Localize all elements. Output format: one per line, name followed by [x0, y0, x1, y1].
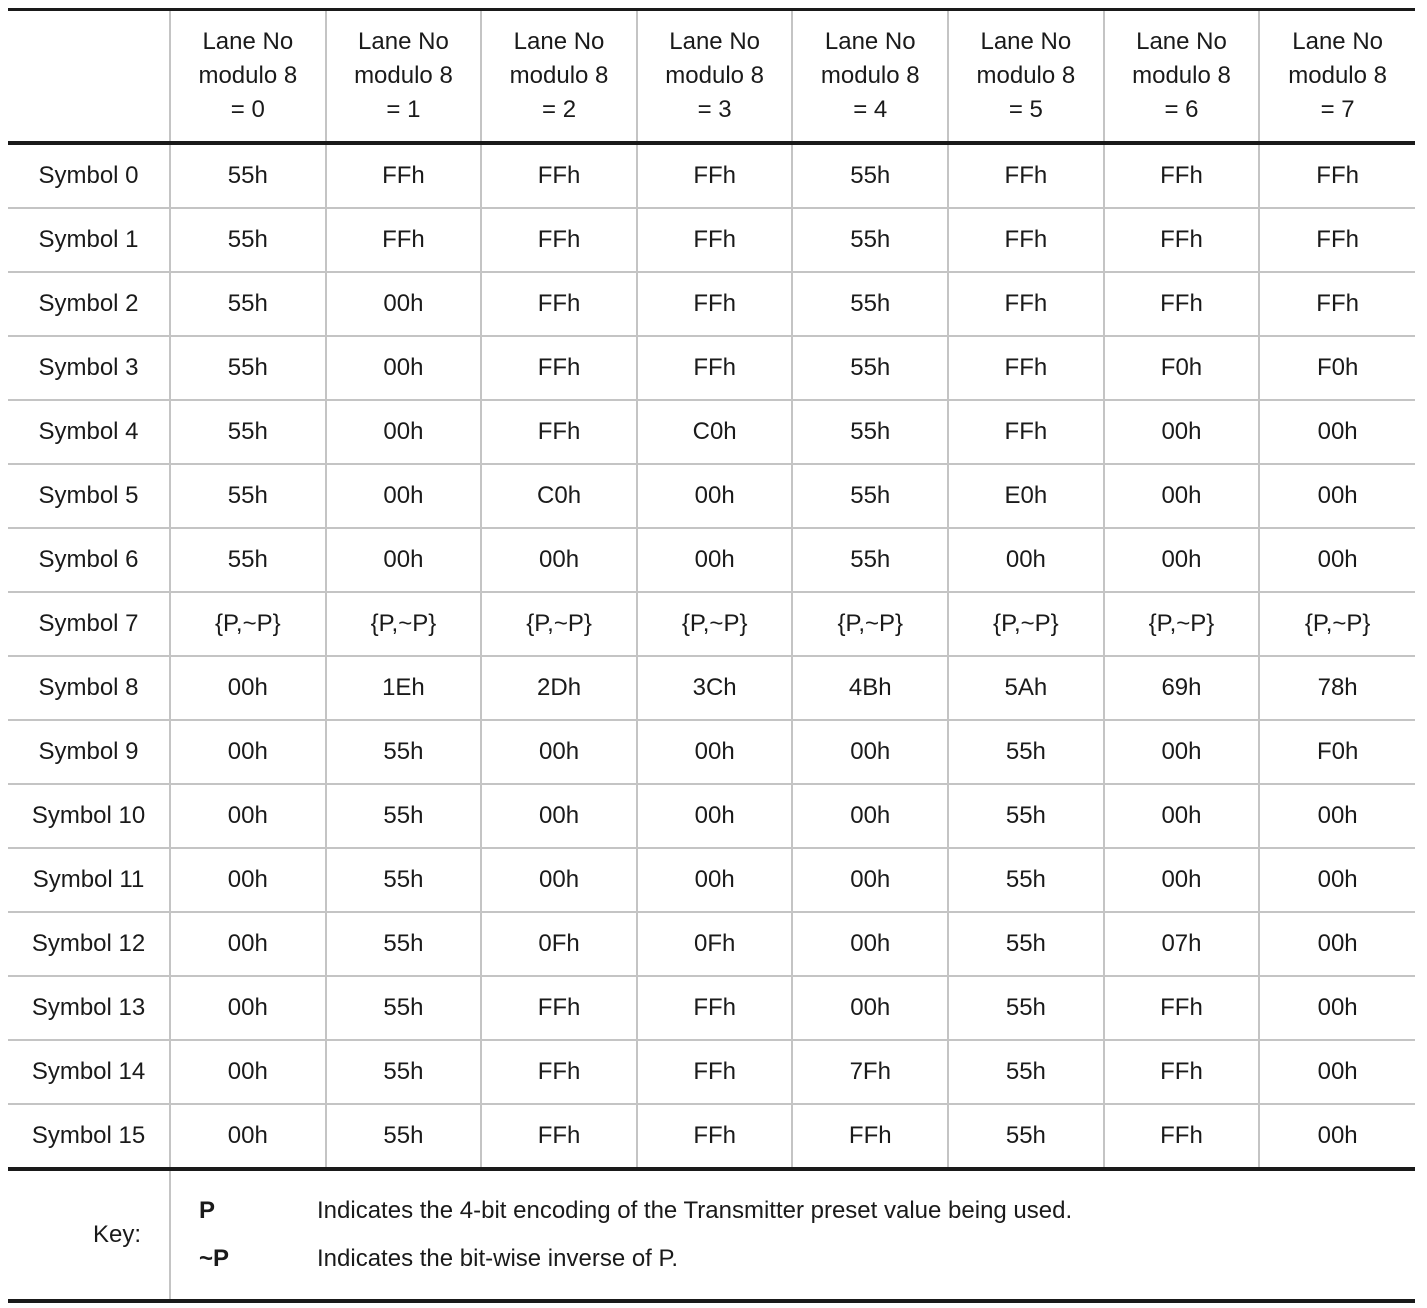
table-row — [8, 592, 1415, 656]
table-cell: 7Fh — [792, 1040, 948, 1104]
table-cell: 55h — [948, 784, 1104, 848]
row-label: Symbol 3 — [8, 336, 170, 400]
table-cell: 69h — [1104, 656, 1260, 720]
table-cell: 07h — [1104, 912, 1260, 976]
table-cell: 55h — [948, 720, 1104, 784]
table-cell: 55h — [948, 1104, 1104, 1169]
lane-header-line: = 5 — [1008, 96, 1043, 123]
table-row — [8, 272, 1415, 336]
table-row — [8, 208, 1415, 272]
table-cell: FFh — [1104, 272, 1260, 336]
row-label: Symbol 8 — [8, 656, 170, 720]
lane-header-2 — [481, 10, 637, 144]
table-cell: 00h — [326, 272, 482, 336]
table-cell: 00h — [792, 720, 948, 784]
lane-header-line: modulo 8 — [509, 62, 609, 89]
table-cell: {P,~P} — [1104, 592, 1260, 656]
table-row — [8, 336, 1415, 400]
table-cell: FFh — [637, 272, 793, 336]
lane-header-line: Lane No — [1292, 28, 1384, 55]
table-cell: 2Dh — [481, 656, 637, 720]
table-cell: C0h — [637, 400, 793, 464]
table-cell: 55h — [792, 143, 948, 208]
table-cell: 00h — [792, 784, 948, 848]
table-cell: 55h — [792, 208, 948, 272]
row-label: Symbol 2 — [8, 272, 170, 336]
table-cell: {P,~P} — [170, 592, 326, 656]
row-label: Symbol 13 — [8, 976, 170, 1040]
table-cell: C0h — [481, 464, 637, 528]
table-cell: FFh — [481, 400, 637, 464]
table-cell: 3Ch — [637, 656, 793, 720]
table-cell: 00h — [170, 1104, 326, 1169]
table-cell: 0Fh — [481, 912, 637, 976]
table-cell: 55h — [948, 1040, 1104, 1104]
table-cell: FFh — [1104, 1040, 1260, 1104]
table-cell: 55h — [170, 464, 326, 528]
table-cell: F0h — [1259, 336, 1415, 400]
table-cell: {P,~P} — [948, 592, 1104, 656]
table-cell: 00h — [1259, 976, 1415, 1040]
table-cell: 00h — [1104, 720, 1260, 784]
table-cell: 55h — [326, 1104, 482, 1169]
table-cell: 55h — [948, 976, 1104, 1040]
table-cell: {P,~P} — [792, 592, 948, 656]
table-cell: 00h — [481, 528, 637, 592]
key-description: Indicates the 4-bit encoding of the Transmitter preset value being used. — [317, 1197, 1073, 1224]
table-cell: FFh — [948, 208, 1104, 272]
table-cell: 00h — [481, 848, 637, 912]
key-row — [8, 1169, 1415, 1301]
table-row — [8, 656, 1415, 720]
symbol-table — [8, 8, 1415, 1303]
lane-header-line: = 0 — [230, 96, 265, 123]
lane-header-line: = 4 — [853, 96, 888, 123]
row-label: Symbol 14 — [8, 1040, 170, 1104]
key-label: Key: — [8, 1169, 170, 1301]
table-cell: 55h — [792, 336, 948, 400]
table-cell: FFh — [481, 336, 637, 400]
table-row — [8, 976, 1415, 1040]
table-cell: 00h — [326, 400, 482, 464]
table-cell: {P,~P} — [326, 592, 482, 656]
table-cell: {P,~P} — [1259, 592, 1415, 656]
table-cell: 0Fh — [637, 912, 793, 976]
lane-header-line: Lane No — [1136, 28, 1227, 55]
table-cell: FFh — [1104, 1104, 1260, 1169]
table-cell: FFh — [481, 976, 637, 1040]
table-cell: 00h — [170, 656, 326, 720]
row-label: Symbol 11 — [8, 848, 170, 912]
table-cell: 00h — [637, 528, 793, 592]
table-cell: FFh — [637, 208, 793, 272]
table-cell: 00h — [481, 784, 637, 848]
lane-header-line: Lane No — [358, 28, 449, 55]
table-row — [8, 1040, 1415, 1104]
table-cell: FFh — [1104, 976, 1260, 1040]
table-cell: 00h — [170, 848, 326, 912]
table-cell: 00h — [326, 336, 482, 400]
table-cell: 55h — [948, 912, 1104, 976]
table-cell: 55h — [170, 528, 326, 592]
table-cell: 00h — [637, 464, 793, 528]
table-cell: 55h — [792, 528, 948, 592]
table-cell: 00h — [1259, 528, 1415, 592]
key-content — [170, 1169, 1415, 1301]
lane-header-1 — [326, 10, 482, 144]
table-cell: 00h — [170, 976, 326, 1040]
lane-header-line: modulo 8 — [1132, 62, 1231, 89]
lane-header-line: Lane No — [669, 28, 761, 55]
table-cell: 00h — [1259, 784, 1415, 848]
table-cell: 00h — [1259, 912, 1415, 976]
table-cell: 00h — [637, 848, 793, 912]
row-label: Symbol 15 — [31, 1122, 146, 1149]
key-entry-p — [171, 1187, 1415, 1235]
key-symbol: ~P — [199, 1245, 230, 1272]
lane-header-line: = 2 — [542, 96, 577, 123]
table-cell: 1Eh — [326, 656, 482, 720]
table-row — [8, 1104, 1415, 1169]
table-cell: E0h — [948, 464, 1104, 528]
table-cell: 78h — [1259, 656, 1415, 720]
table-cell: FFh — [637, 1040, 793, 1104]
table-cell: 00h — [326, 528, 482, 592]
table-cell: FFh — [1104, 143, 1260, 208]
table-cell: FFh — [326, 208, 482, 272]
table-cell: FFh — [637, 976, 793, 1040]
table-cell: FFh — [637, 336, 793, 400]
table-cell: FFh — [948, 272, 1104, 336]
table-cell: 55h — [326, 976, 482, 1040]
table-row — [8, 848, 1415, 912]
table-cell: 00h — [792, 976, 948, 1040]
row-label: Symbol 10 — [8, 784, 170, 848]
table-cell: 00h — [792, 848, 948, 912]
lane-header-line: modulo 8 — [976, 62, 1076, 89]
lane-header-line: modulo 8 — [1288, 62, 1387, 89]
key-entry-not-p — [171, 1235, 1415, 1283]
table-cell: 00h — [481, 720, 637, 784]
table-cell: FFh — [326, 143, 482, 208]
table-cell: 55h — [326, 912, 482, 976]
header-row — [8, 10, 1415, 144]
table-cell: 55h — [326, 1040, 482, 1104]
table-cell: 55h — [170, 336, 326, 400]
table-cell: 55h — [792, 400, 948, 464]
table-row — [8, 784, 1415, 848]
table-cell: FFh — [948, 143, 1104, 208]
row-label: Symbol 4 — [8, 400, 170, 464]
table-cell: 55h — [170, 208, 326, 272]
table-cell: 00h — [1259, 400, 1415, 464]
table-cell: 00h — [948, 528, 1104, 592]
table-cell: FFh — [948, 400, 1104, 464]
lane-header-line: Lane No — [824, 28, 916, 55]
table-cell: 55h — [948, 848, 1104, 912]
table-cell: 00h — [1259, 848, 1415, 912]
table-cell: FFh — [1259, 208, 1415, 272]
row-label: Symbol 6 — [8, 528, 170, 592]
table-cell: 00h — [170, 720, 326, 784]
table-cell: 00h — [170, 1040, 326, 1104]
lane-header-line: modulo 8 — [665, 62, 765, 89]
table-cell: FFh — [792, 1104, 948, 1169]
row-label: Symbol 7 — [8, 592, 170, 656]
table-cell: 55h — [170, 143, 326, 208]
table-cell: 55h — [326, 848, 482, 912]
lane-header-6 — [1104, 10, 1260, 144]
table-cell: FFh — [481, 143, 637, 208]
table-cell: F0h — [1259, 720, 1415, 784]
key-description: Indicates the bit-wise inverse of P. — [317, 1245, 679, 1272]
table-cell: 00h — [1259, 464, 1415, 528]
table-cell: {P,~P} — [637, 592, 793, 656]
table-cell: 00h — [1104, 784, 1260, 848]
table-cell: 00h — [1104, 400, 1260, 464]
lane-header-0 — [170, 10, 326, 144]
lane-header-3 — [637, 10, 793, 144]
table-cell: 00h — [170, 912, 326, 976]
table-cell: 00h — [1104, 528, 1260, 592]
lane-header-5 — [948, 10, 1104, 144]
lane-header-line: = 7 — [1320, 96, 1355, 123]
lane-header-line: Lane No — [513, 28, 605, 55]
lane-header-4 — [792, 10, 948, 144]
table-cell: 00h — [637, 720, 793, 784]
table-cell: 00h — [1259, 1104, 1415, 1169]
table-cell: 4Bh — [792, 656, 948, 720]
lane-header-line: = 6 — [1164, 96, 1199, 123]
table-cell: F0h — [1104, 336, 1260, 400]
table-cell: FFh — [1259, 143, 1415, 208]
table-body — [8, 143, 1415, 1169]
table-cell: 00h — [1104, 464, 1260, 528]
table-cell: 55h — [792, 272, 948, 336]
table-cell: FFh — [948, 336, 1104, 400]
table-cell: FFh — [481, 208, 637, 272]
table-cell: 00h — [792, 912, 948, 976]
lane-header-line: Lane No — [980, 28, 1072, 55]
table-cell: FFh — [481, 1104, 637, 1169]
table-cell: 55h — [326, 720, 482, 784]
table-cell: {P,~P} — [481, 592, 637, 656]
table-cell: 55h — [792, 464, 948, 528]
table-row — [8, 720, 1415, 784]
lane-header-7 — [1259, 10, 1415, 144]
row-label: Symbol 0 — [8, 143, 170, 208]
table-cell: 00h — [326, 464, 482, 528]
lane-header-line: = 1 — [386, 96, 421, 123]
table-row — [8, 464, 1415, 528]
table-cell: 55h — [326, 784, 482, 848]
table-cell: FFh — [481, 272, 637, 336]
row-label: Symbol 9 — [8, 720, 170, 784]
table-cell: 00h — [170, 784, 326, 848]
lane-header-line: modulo 8 — [354, 62, 453, 89]
table-cell: FFh — [1259, 272, 1415, 336]
lane-header-line: modulo 8 — [198, 62, 298, 89]
table-row — [8, 400, 1415, 464]
table-cell: FFh — [637, 143, 793, 208]
table-row — [8, 912, 1415, 976]
table-cell: 00h — [637, 784, 793, 848]
table-cell: FFh — [637, 1104, 793, 1169]
row-label: Symbol 5 — [8, 464, 170, 528]
lane-header-line: Lane No — [202, 28, 294, 55]
corner-cell — [8, 10, 170, 144]
table-row — [8, 528, 1415, 592]
table-cell: FFh — [481, 1040, 637, 1104]
row-label: Symbol 1 — [8, 208, 170, 272]
table-cell: 55h — [170, 272, 326, 336]
table-cell: 00h — [1104, 848, 1260, 912]
table-row — [8, 143, 1415, 208]
key-symbol: P — [199, 1197, 216, 1224]
lane-header-line: = 3 — [697, 96, 732, 123]
table-cell: FFh — [1104, 208, 1260, 272]
table-cell: 00h — [1259, 1040, 1415, 1104]
lane-header-line: modulo 8 — [820, 62, 920, 89]
row-label: Symbol 12 — [8, 912, 170, 976]
table-cell: 5Ah — [948, 656, 1104, 720]
table-cell: 55h — [170, 400, 326, 464]
